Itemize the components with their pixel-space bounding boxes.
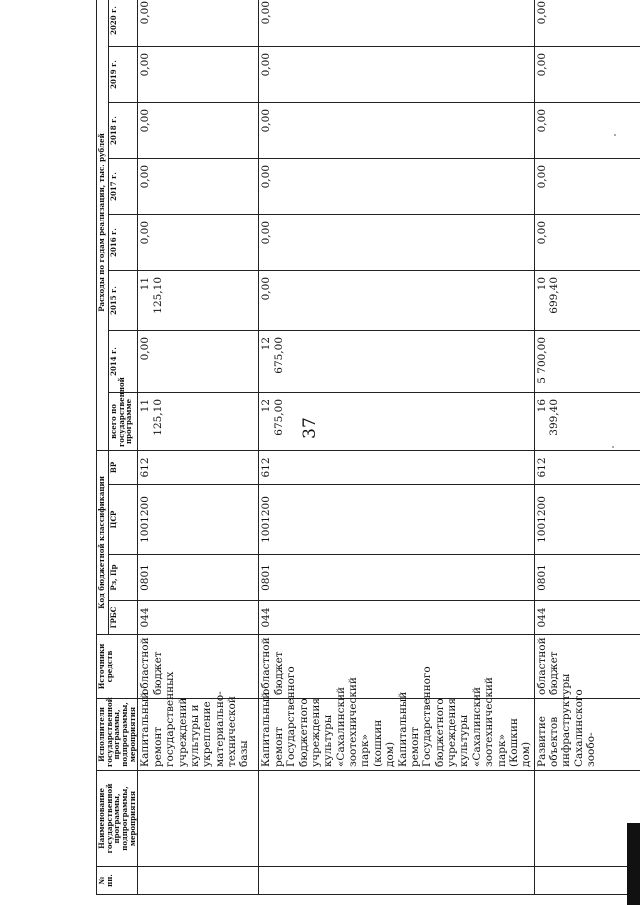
header-source: Источники средств — [97, 635, 138, 699]
cell-executor: Развитие объектов инфраструктуры Сахалинского зообо- — [534, 699, 640, 771]
header-year: 2017 г. — [109, 158, 138, 214]
table-row — [138, 0, 259, 895]
cell-2017: 0,00 — [138, 158, 259, 214]
header-year: 2016 г. — [109, 214, 138, 270]
page-number: 37 — [300, 417, 320, 439]
header-name: Наименование государственной программы, подпрограммы, мероприятия — [97, 771, 138, 867]
header-num: № пп. — [97, 867, 138, 895]
cell-2015: 10 699,40 — [534, 270, 640, 330]
cell-2016: 0,00 — [534, 214, 640, 270]
cell-vr: 612 — [259, 450, 534, 484]
cell-executor: Капитальный ремонт Государственного бюджетного учреждения культуры «Сахалинский зоотехнический парк» (кошкин дом) Капитальный ремонт Государственного бюджетного учреждения культуры «Сахалинский зоотехнический парк» (Кошкин дом) — [259, 699, 534, 771]
header-year: 2018 г. — [109, 102, 138, 158]
cell-num — [259, 867, 534, 895]
cell-rzpr: 0801 — [138, 555, 259, 601]
cell-2018: 0,00 — [259, 102, 534, 158]
cell-source: областной бюджет — [534, 635, 640, 699]
cell-2020: 0,00 — [534, 0, 640, 46]
cell-csr: 1001200 — [259, 485, 534, 555]
cell-num — [138, 867, 259, 895]
cell-2017: 0,00 — [259, 158, 534, 214]
cell-2020: 0,00 — [259, 0, 534, 46]
scan-edge-mark — [627, 823, 640, 905]
cell-2016: 0,00 — [259, 214, 534, 270]
cell-2018: 0,00 — [534, 102, 640, 158]
cell-rzpr: 0801 — [534, 555, 640, 601]
cell-grbs: 044 — [534, 601, 640, 635]
rotated-table-container — [96, 0, 628, 895]
cell-2019: 0,00 — [534, 46, 640, 102]
table-row — [534, 0, 640, 895]
budget-table — [96, 0, 640, 895]
cell-csr: 1001200 — [138, 485, 259, 555]
scan-speck — [612, 446, 614, 448]
cell-vr: 612 — [138, 450, 259, 484]
cell-name — [259, 771, 534, 867]
cell-2019: 0,00 — [138, 46, 259, 102]
cell-2019: 0,00 — [259, 46, 534, 102]
cell-vr: 612 — [534, 450, 640, 484]
cell-name — [534, 771, 640, 867]
cell-2014: 5 700,00 — [534, 330, 640, 392]
header-year: 2014 г. — [109, 330, 138, 392]
cell-rzpr: 0801 — [259, 555, 534, 601]
scan-speck — [614, 134, 616, 136]
header-grbs: ГРБС — [109, 601, 138, 635]
table-row — [259, 0, 534, 895]
cell-2014: 12 675,00 — [259, 330, 534, 392]
header-year: 2020 г. — [109, 0, 138, 46]
header-total: всего по государственной программе — [109, 392, 138, 450]
cell-total: 12 675,00 — [259, 392, 534, 450]
header-expenses: Расходы по годам реализации, тыс. рублей — [97, 0, 109, 450]
cell-source: областной бюджет — [259, 635, 534, 699]
cell-2016: 0,00 — [138, 214, 259, 270]
cell-total: 16 399,40 — [534, 392, 640, 450]
cell-grbs: 044 — [259, 601, 534, 635]
header-rzpr: Рз, Пр — [109, 555, 138, 601]
header-budget-code: Код бюджетной классификации — [97, 450, 109, 634]
cell-2014: 0,00 — [138, 330, 259, 392]
cell-name — [138, 771, 259, 867]
header-csr: ЦСР — [109, 485, 138, 555]
cell-grbs: 044 — [138, 601, 259, 635]
cell-total: 11 125,10 — [138, 392, 259, 450]
header-year: 2019 г. — [109, 46, 138, 102]
header-executor: Исполнители государственной программы, подпрограммы, мероприятия — [97, 699, 138, 771]
cell-executor: Капитальный ремонт государственных учреждений культуры и укрепление материально-технической базы — [138, 699, 259, 771]
cell-2015: 0,00 — [259, 270, 534, 330]
cell-2018: 0,00 — [138, 102, 259, 158]
cell-2017: 0,00 — [534, 158, 640, 214]
header-year: 2015 г. — [109, 270, 138, 330]
cell-2015: 11 125,10 — [138, 270, 259, 330]
cell-source: областной бюджет — [138, 635, 259, 699]
cell-2020: 0,00 — [138, 0, 259, 46]
cell-csr: 1001200 — [534, 485, 640, 555]
header-vr: ВР — [109, 450, 138, 484]
cell-num — [534, 867, 640, 895]
